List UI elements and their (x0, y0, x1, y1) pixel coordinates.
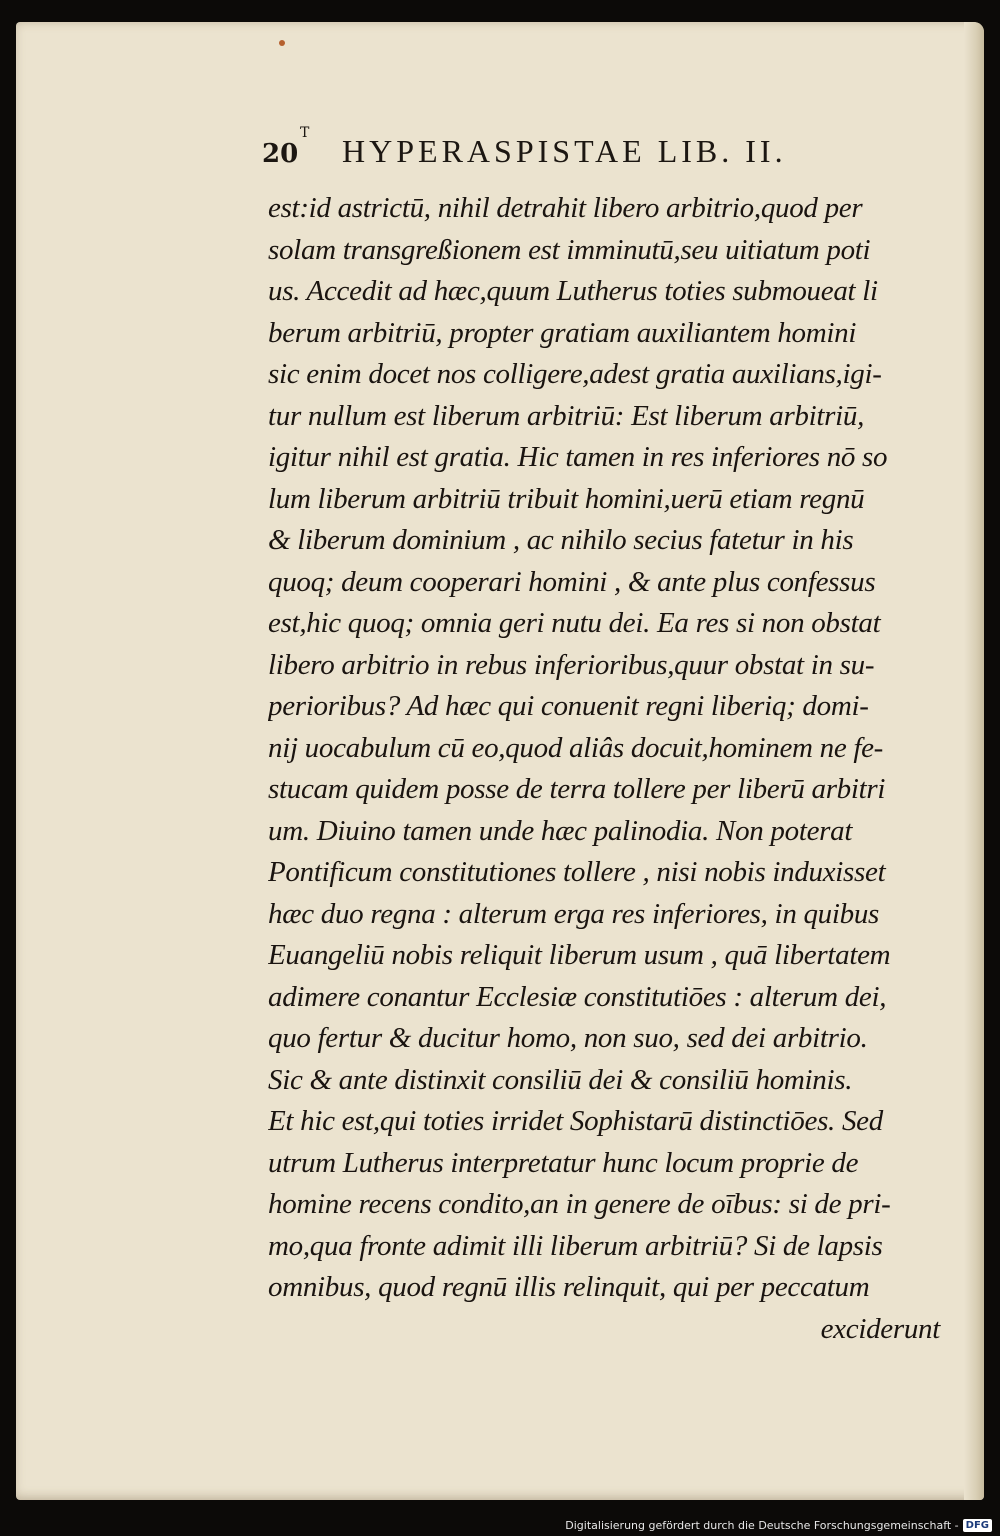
dfg-logo: DFG (963, 1519, 992, 1532)
text-line: & liberum dominium , ac nihilo secius fatetur in his (268, 524, 854, 556)
text-line: quo fertur & ducitur homo, non suo, sed dei arbitrio. (268, 1022, 868, 1054)
text-line: libero arbitrio in rebus inferioribus,quur obstat in su- (268, 648, 875, 681)
text-line: solam transgreßionem est imminutū,seu uitiatum poti (268, 233, 871, 266)
text-line: quoq; deum cooperari homini , & ante plus confessus (268, 565, 876, 598)
footer-credit: Digitalisierung gefördert durch die Deutsche Forschungsgemeinschaft - (565, 1519, 959, 1532)
footer (565, 1519, 992, 1532)
text-line: est:id astrictū, nihil detrahit libero arbitrio,quod per (268, 192, 863, 224)
text-line: utrum Lutherus interpretatur hunc locum proprie de (268, 1146, 859, 1179)
text-line: perioribus? Ad hæc qui conuenit regni liberiq; domi- (268, 690, 869, 722)
page-number: 20 (262, 139, 299, 169)
text-line: sic enim docet nos colligere,adest gratia auxilians,igi- (268, 358, 882, 390)
text-line: Et hic est,qui toties irridet Sophistarū distinctiōes. Sed (268, 1105, 883, 1137)
text-line: nij uocabulum cū eo,quod aliâs docuit,hominem ne fe- (268, 731, 884, 764)
text-line: mo,qua fronte adimit illi liberum arbitriū? Si de lapsis (268, 1229, 883, 1262)
text-line: stucam quidem posse de terra tollere per liberū arbitri (268, 773, 886, 805)
text-line: us. Accedit ad hæc,quum Lutherus toties submoueat li (268, 275, 878, 307)
text-line: igitur nihil est gratia. Hic tamen in res inferiores nō so (268, 441, 888, 473)
ink-spot (279, 40, 285, 46)
text-line: Sic & ante distinxit consiliū dei & consiliū hominis. (268, 1063, 853, 1096)
text-line: omnibus, quod regnū illis relinquit, qui per peccatum (268, 1271, 870, 1303)
text-line: berum arbitriū, propter gratiam auxiliantem homini (268, 316, 857, 349)
page-header (262, 125, 902, 175)
running-title: HYPERASPISTAE LIB. II. (342, 133, 787, 169)
text-line: homine recens condito,an in genere de oībus: si de pri- (268, 1188, 891, 1220)
text-line: tur nullum est liberum arbitriū: Est liberum arbitriū, (268, 399, 865, 432)
catchword: exciderunt (820, 1312, 940, 1345)
text-line: adimere conantur Ecclesiæ constitutiōes : alterum dei, (268, 980, 887, 1013)
text-line: Pontificum constitutiones tollere , nisi nobis induxisset (268, 856, 886, 888)
text-line: um. Diuino tamen unde hæc palinodia. Non poterat (268, 814, 853, 847)
text-line: est,hic quoq; omnia geri nutu dei. Ea res si non obstat (268, 607, 881, 639)
page-mark: T (300, 125, 310, 141)
text-line: Euangeliū nobis reliquit liberum usum , quā libertatem (268, 939, 891, 971)
body-text (268, 188, 948, 1350)
text-line: lum liberum arbitriū tribuit homini,uerū etiam regnū (268, 482, 865, 515)
text-line: hæc duo regna : alterum erga res inferiores, in quibus (268, 897, 880, 930)
page-edge (964, 22, 984, 1500)
